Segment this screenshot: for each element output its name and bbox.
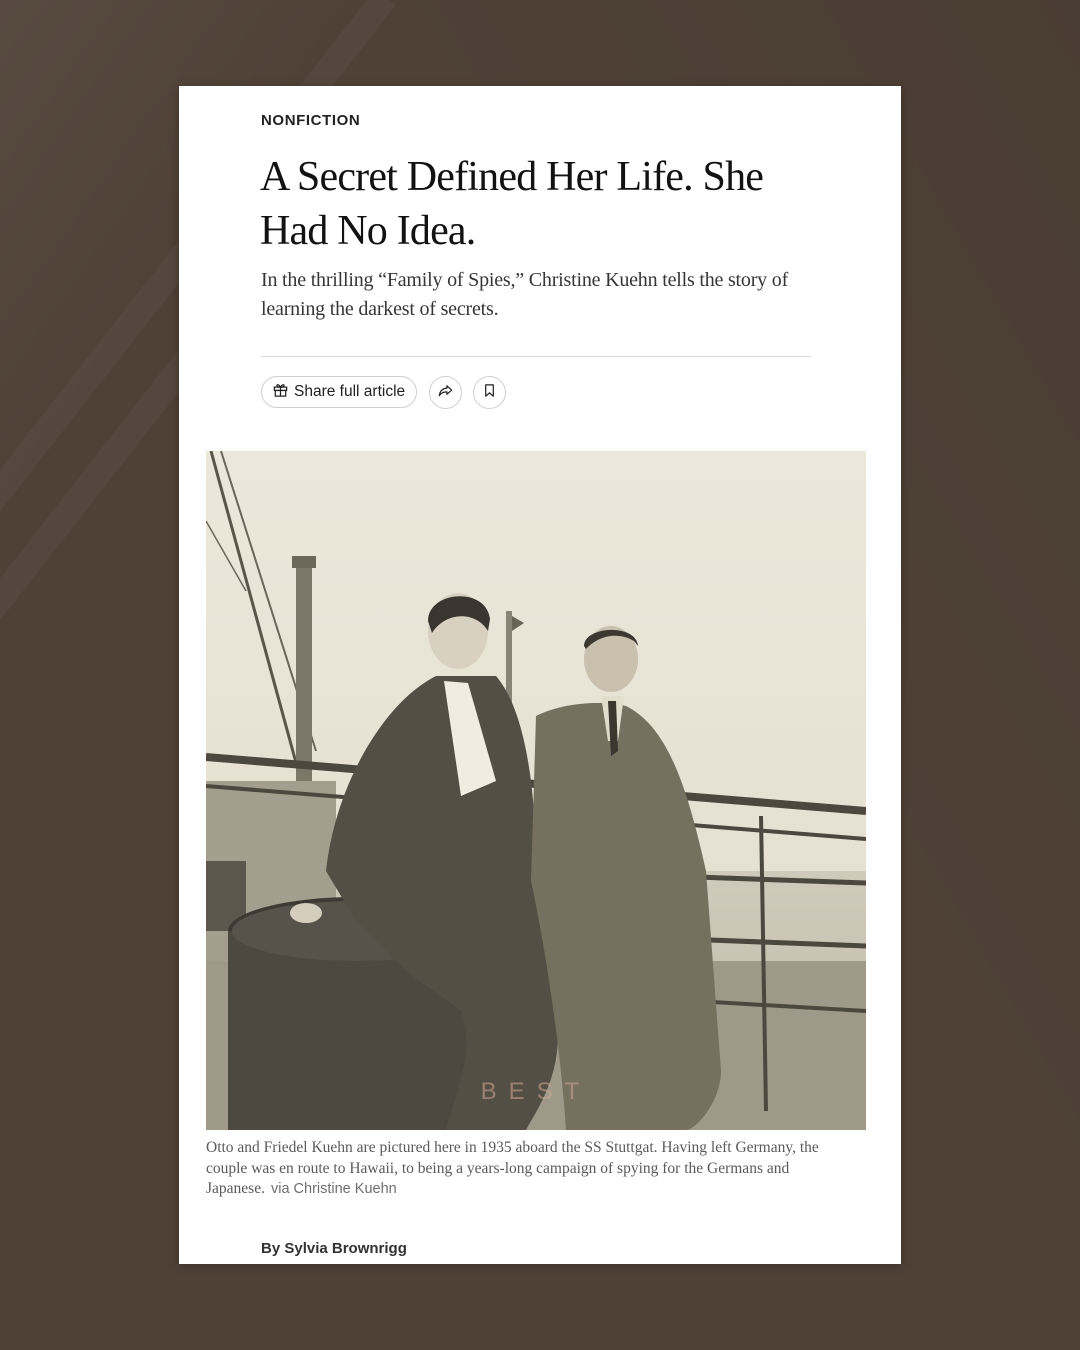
share-full-article-button[interactable] [261,376,417,408]
photo-caption [206,1138,856,1200]
caption-text: Otto and Friedel Kuehn are pictured here in 1935 aboard the SS Stuttgat. Having left Germany, the couple was en route to Hawaii, to being a years-long campaign of spying for the Germans and Japanese. [206,1139,819,1197]
article-card [179,86,901,1264]
byline[interactable]: By Sylvia Brownrigg [261,1240,407,1257]
gift-icon [272,381,289,403]
article-headline: A Secret Defined Her Life. She Had No Idea. [260,154,764,254]
photo-watermark: BEST [480,1078,592,1105]
divider [261,356,811,357]
photo-credit: via Christine Kuehn [270,1181,397,1197]
bookmark-icon [481,382,498,404]
section-label[interactable]: NONFICTION [261,112,361,129]
share-button[interactable] [429,376,462,409]
article-photo[interactable] [206,451,866,1130]
article-summary: In the thrilling “Family of Spies,” Christine Kuehn tells the story of learning the darkest of secrets. [261,269,789,320]
save-button[interactable] [473,376,506,409]
share-arrow-icon [437,382,454,404]
share-full-article-label: Share full article [294,383,406,400]
